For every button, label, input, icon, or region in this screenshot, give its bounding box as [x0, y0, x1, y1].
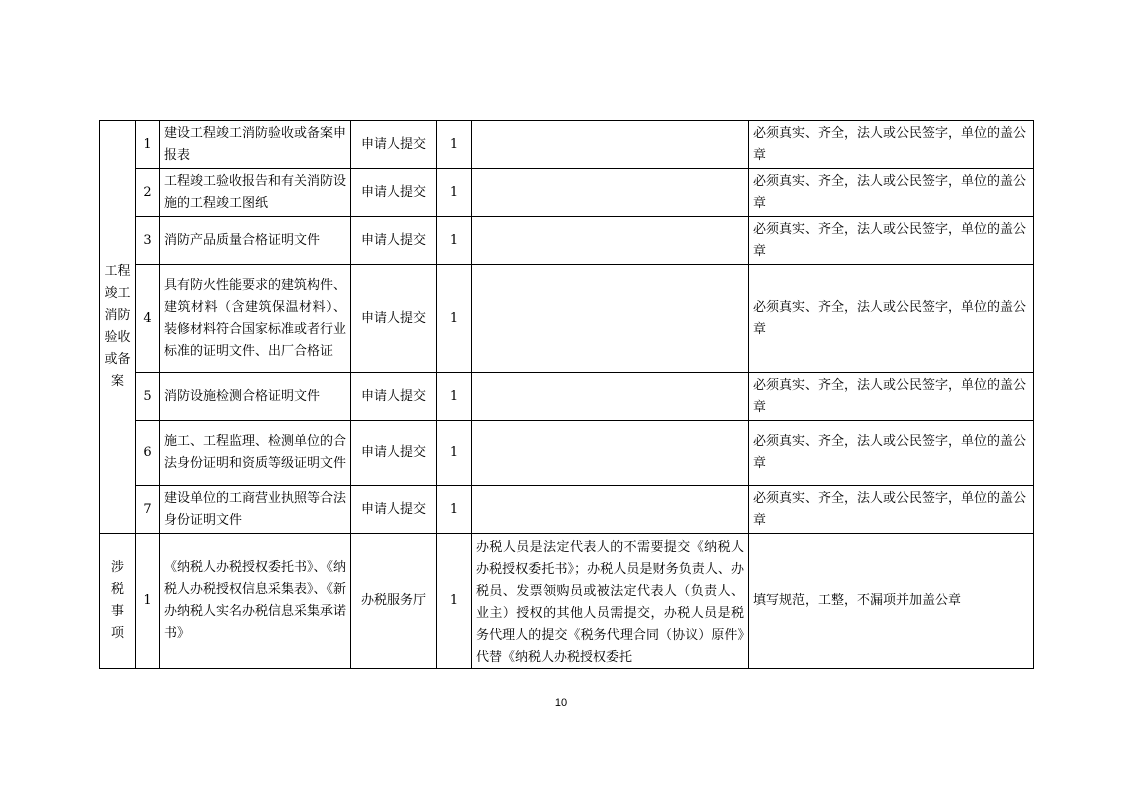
table-row: [100, 121, 1034, 169]
material-source: 申请人提交: [351, 421, 437, 486]
row-number: 7: [136, 486, 160, 534]
material-requirement: 必须真实、齐全，法人或公民签字，单位的盖公章: [749, 486, 1034, 534]
material-source: 办税服务厅: [351, 534, 437, 669]
materials-table: [99, 120, 1034, 669]
material-note: [472, 486, 749, 534]
copy-count: 1: [437, 534, 472, 669]
copy-count: 1: [437, 217, 472, 265]
copy-count: 1: [437, 121, 472, 169]
table-row: [100, 265, 1034, 373]
material-source: 申请人提交: [351, 169, 437, 217]
material-name: 消防产品质量合格证明文件: [160, 217, 351, 265]
material-requirement: 必须真实、齐全，法人或公民签字，单位的盖公章: [749, 373, 1034, 421]
row-number: 6: [136, 421, 160, 486]
material-note: [472, 121, 749, 169]
category-cell-tax-matters: 涉 税 事 项: [100, 534, 136, 669]
material-note: [472, 534, 749, 669]
material-name: 工程竣工验收报告和有关消防设施的工程竣工图纸: [160, 169, 351, 217]
page-number: 10: [554, 697, 568, 709]
material-name: 《纳税人办税授权委托书》、《纳税人办税授权信息采集表》、《新办纳税人实名办税信息采集承诺书》: [160, 534, 351, 669]
row-number: 1: [136, 121, 160, 169]
row-number: 5: [136, 373, 160, 421]
material-note-text: 办税人员是法定代表人的不需要提交《纳税人办税授权委托书》；办税人员是财务负责人、办税员、发票领购员或被法定代表人（负责人、业主）授权的其他人员需提交，办税人员是税务代理人的提交《税务代理合同（协议）原件》代替《纳税人办税授权委托: [476, 540, 744, 665]
material-source: 申请人提交: [351, 486, 437, 534]
material-note: [472, 217, 749, 265]
row-number: 1: [136, 534, 160, 669]
copy-count: 1: [437, 169, 472, 217]
material-source: 申请人提交: [351, 121, 437, 169]
copy-count: 1: [437, 486, 472, 534]
table-row: [100, 486, 1034, 534]
copy-count: 1: [437, 373, 472, 421]
table-row: [100, 169, 1034, 217]
table-row: [100, 373, 1034, 421]
material-name: 具有防火性能要求的建筑构件、建筑材料（含建筑保温材料）、装修材料符合国家标准或者行业标准的证明文件、出厂合格证: [160, 265, 351, 373]
material-name: 施工、工程监理、检测单位的合法身份证明和资质等级证明文件: [160, 421, 351, 486]
material-requirement: 填写规范，工整，不漏项并加盖公章: [749, 534, 1034, 669]
table-row: [100, 534, 1034, 669]
material-requirement: 必须真实、齐全，法人或公民签字，单位的盖公章: [749, 217, 1034, 265]
table-row: [100, 217, 1034, 265]
material-note: [472, 265, 749, 373]
row-number: 4: [136, 265, 160, 373]
material-name: 消防设施检测合格证明文件: [160, 373, 351, 421]
material-source: 申请人提交: [351, 265, 437, 373]
category-cell-fire-acceptance: 工程 竣工 消防 验收 或备 案: [100, 121, 136, 534]
material-name: 建设单位的工商营业执照等合法身份证明文件: [160, 486, 351, 534]
table-row: [100, 421, 1034, 486]
copy-count: 1: [437, 421, 472, 486]
material-requirement: 必须真实、齐全，法人或公民签字，单位的盖公章: [749, 265, 1034, 373]
material-name: 建设工程竣工消防验收或备案申报表: [160, 121, 351, 169]
material-requirement: 必须真实、齐全，法人或公民签字，单位的盖公章: [749, 169, 1034, 217]
material-requirement: 必须真实、齐全，法人或公民签字，单位的盖公章: [749, 421, 1034, 486]
material-note: [472, 169, 749, 217]
material-requirement: 必须真实、齐全，法人或公民签字，单位的盖公章: [749, 121, 1034, 169]
row-number: 3: [136, 217, 160, 265]
material-note: [472, 421, 749, 486]
material-note: [472, 373, 749, 421]
copy-count: 1: [437, 265, 472, 373]
material-source: 申请人提交: [351, 217, 437, 265]
row-number: 2: [136, 169, 160, 217]
material-source: 申请人提交: [351, 373, 437, 421]
